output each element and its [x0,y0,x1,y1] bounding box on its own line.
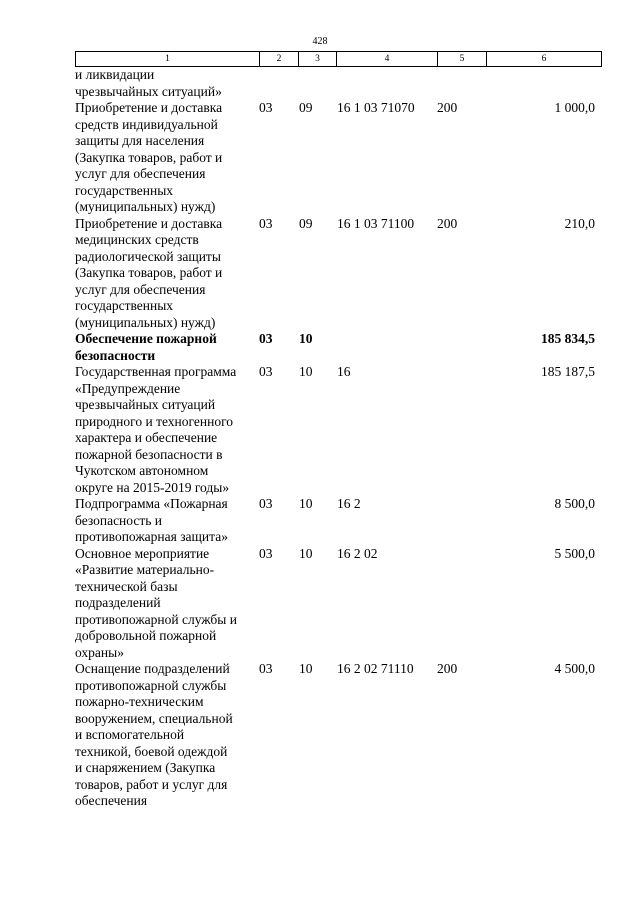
table-row [75,364,605,496]
row-name: и ликвидации чрезвычайных ситуаций» [75,67,222,99]
table-header [75,51,602,67]
row-section: 03 [259,661,273,676]
row-subsection: 10 [299,331,313,346]
row-name: Основное мероприятие «Развитие материально- технической базы подразделений противопожарной службы и добровольной пожарной охраны» [75,545,237,660]
table-row [75,67,605,100]
row-section: 03 [259,496,273,511]
header-col-3: 3 [299,52,337,67]
row-section: 03 [259,215,273,231]
row-expense-type: 200 [437,100,458,115]
table-row [75,216,605,332]
row-amount: 185 834,5 [541,331,595,346]
table-body [75,67,605,810]
row-subsection: 10 [299,364,313,379]
table-row [75,331,605,364]
row-amount: 1 000,0 [554,100,595,115]
row-subsection: 10 [299,496,313,511]
row-target-code: 16 2 02 71110 [337,661,414,676]
table-row [75,661,605,810]
row-expense-type: 200 [437,215,458,231]
row-name: Приобретение и доставка средств индивидуальной защиты для населения (Закупка товаров, работ и услуг для обеспечения государственных (муниципальных) нужд) [75,100,223,214]
row-target-code: 16 2 02 [337,545,378,561]
row-subsection: 09 [299,100,313,115]
row-section: 03 [259,331,273,346]
row-target-code: 16 [337,364,351,379]
header-col-5: 5 [438,52,487,67]
row-subsection: 09 [299,215,313,231]
row-name: Государственная программа «Предупреждение чрезвычайных ситуаций природного и техногенного характера и обеспечение пожарной безопасности в Чукотском автономном округе на 2015-2019 годы» [75,364,237,495]
header-col-1: 1 [76,52,260,67]
row-expense-type: 200 [437,661,458,676]
page-number: 428 [312,36,328,47]
row-section: 03 [259,545,273,561]
table-row [75,100,605,216]
table-row [75,546,605,662]
row-amount: 8 500,0 [554,496,595,511]
row-section: 03 [259,364,273,379]
row-target-code: 16 2 [337,496,361,511]
row-name: Подпрограмма «Пожарная безопасность и противопожарная защита» [75,496,228,544]
header-col-6: 6 [487,52,602,67]
row-subsection: 10 [299,545,313,561]
header-col-4: 4 [337,52,438,67]
row-name: Приобретение и доставка медицинских средств радиологической защиты (Закупка товаров, работ и услуг для обеспечения государственных (муниципальных) нужд) [75,215,223,330]
table-row [75,496,605,546]
row-amount: 185 187,5 [541,364,595,379]
row-target-code: 16 1 03 71100 [337,215,415,231]
row-section: 03 [259,100,273,115]
header-col-2: 2 [260,52,299,67]
row-amount: 4 500,0 [554,661,595,676]
row-target-code: 16 1 03 71070 [337,100,415,115]
row-subsection: 10 [299,661,313,676]
row-amount: 210,0 [564,215,595,231]
row-amount: 5 500,0 [554,545,595,561]
row-name: Обеспечение пожарной безопасности [75,331,217,363]
row-name: Оснащение подразделений противопожарной службы пожарно-техническим вооружением, специальной и вспомогательной техникой, боевой одеждой и снаряжением (Закупка товаров, работ и услуг для обеспечения [75,661,233,808]
